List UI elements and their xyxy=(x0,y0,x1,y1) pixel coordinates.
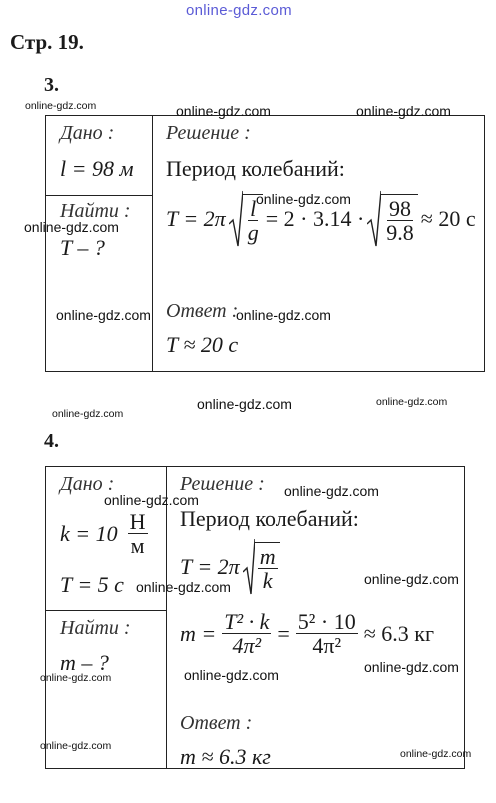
watermark: online-gdz.com xyxy=(236,307,331,323)
watermark: online-gdz.com xyxy=(176,103,271,119)
top-watermark: online-gdz.com xyxy=(186,2,292,19)
sqrt-m-over-k xyxy=(243,538,280,596)
answer-value: T ≈ 20 с xyxy=(166,332,239,357)
mass-equals: = xyxy=(277,620,290,646)
sqrt2-numerator: 98 xyxy=(389,195,412,221)
watermark: online-gdz.com xyxy=(24,219,119,235)
k-value: k = 10 xyxy=(60,520,118,546)
mass-result: ≈ 6.3 кг xyxy=(363,620,434,646)
find-value: T – ? xyxy=(60,235,105,260)
mass-numerator-2: 5² · 10 xyxy=(297,609,356,634)
problem-4-divider xyxy=(166,466,167,769)
watermark: online-gdz.com xyxy=(56,307,151,323)
sqrt-denominator: k xyxy=(262,568,273,593)
formula-mid: = 2 · 3.14 · xyxy=(265,206,365,231)
watermark: online-gdz.com xyxy=(52,408,124,420)
problem-4-given-divider xyxy=(45,610,166,611)
watermark: online-gdz.com xyxy=(40,672,112,684)
sqrt-98-over-9-8 xyxy=(367,190,418,248)
watermark: online-gdz.com xyxy=(136,579,231,595)
sqrt-numerator: l xyxy=(250,195,257,221)
sqrt-denominator: g xyxy=(247,220,259,245)
given-value: l = 98 м xyxy=(60,156,134,181)
formula-prefix: T = 2π xyxy=(166,206,226,231)
mass-denominator-2: 4π² xyxy=(312,633,342,659)
answer-label: Ответ : xyxy=(180,712,253,734)
problem-3-number: 3. xyxy=(44,74,59,96)
given-k xyxy=(60,510,148,557)
sqrt2-denominator: 9.8 xyxy=(386,220,414,245)
find-label: Найти : xyxy=(60,617,131,639)
find-value: m – ? xyxy=(60,650,109,675)
watermark: online-gdz.com xyxy=(400,748,472,760)
mass-prefix: m = xyxy=(180,620,217,646)
page-heading: Стр. 19. xyxy=(10,30,84,54)
formula-prefix: T = 2π xyxy=(180,554,240,579)
sqrt-numerator: m xyxy=(259,543,276,569)
watermark: online-gdz.com xyxy=(25,100,97,112)
mass-denominator: 4π² xyxy=(232,633,262,659)
solution-label: Решение : xyxy=(180,473,265,495)
mass-numerator: T² · k xyxy=(224,609,270,634)
problem-3-divider xyxy=(152,115,153,372)
watermark: online-gdz.com xyxy=(376,396,448,408)
formula-result: ≈ 20 с xyxy=(420,206,476,231)
answer-label: Ответ : xyxy=(166,300,239,322)
watermark: online-gdz.com xyxy=(184,667,279,683)
problem-3-given-divider xyxy=(45,195,152,196)
k-unit-numerator: Н xyxy=(129,509,146,534)
k-unit-denominator: м xyxy=(130,533,145,559)
period-text: Период колебаний: xyxy=(166,156,345,181)
mass-formula xyxy=(180,610,434,657)
watermark: online-gdz.com xyxy=(364,659,459,675)
given-t: T = 5 с xyxy=(60,572,124,597)
watermark: online-gdz.com xyxy=(256,191,351,207)
watermark: online-gdz.com xyxy=(197,396,292,412)
watermark: online-gdz.com xyxy=(284,483,379,499)
watermark: online-gdz.com xyxy=(364,571,459,587)
period-text: Период колебаний: xyxy=(180,506,359,531)
solution-label: Решение : xyxy=(166,122,251,144)
find-label: Найти : xyxy=(60,200,131,222)
given-label: Дано : xyxy=(60,473,115,495)
watermark: online-gdz.com xyxy=(356,103,451,119)
answer-value: m ≈ 6.3 кг xyxy=(180,744,271,769)
given-label: Дано : xyxy=(60,122,115,144)
watermark: online-gdz.com xyxy=(40,740,112,752)
problem-4-number: 4. xyxy=(44,430,59,452)
watermark: online-gdz.com xyxy=(104,492,199,508)
